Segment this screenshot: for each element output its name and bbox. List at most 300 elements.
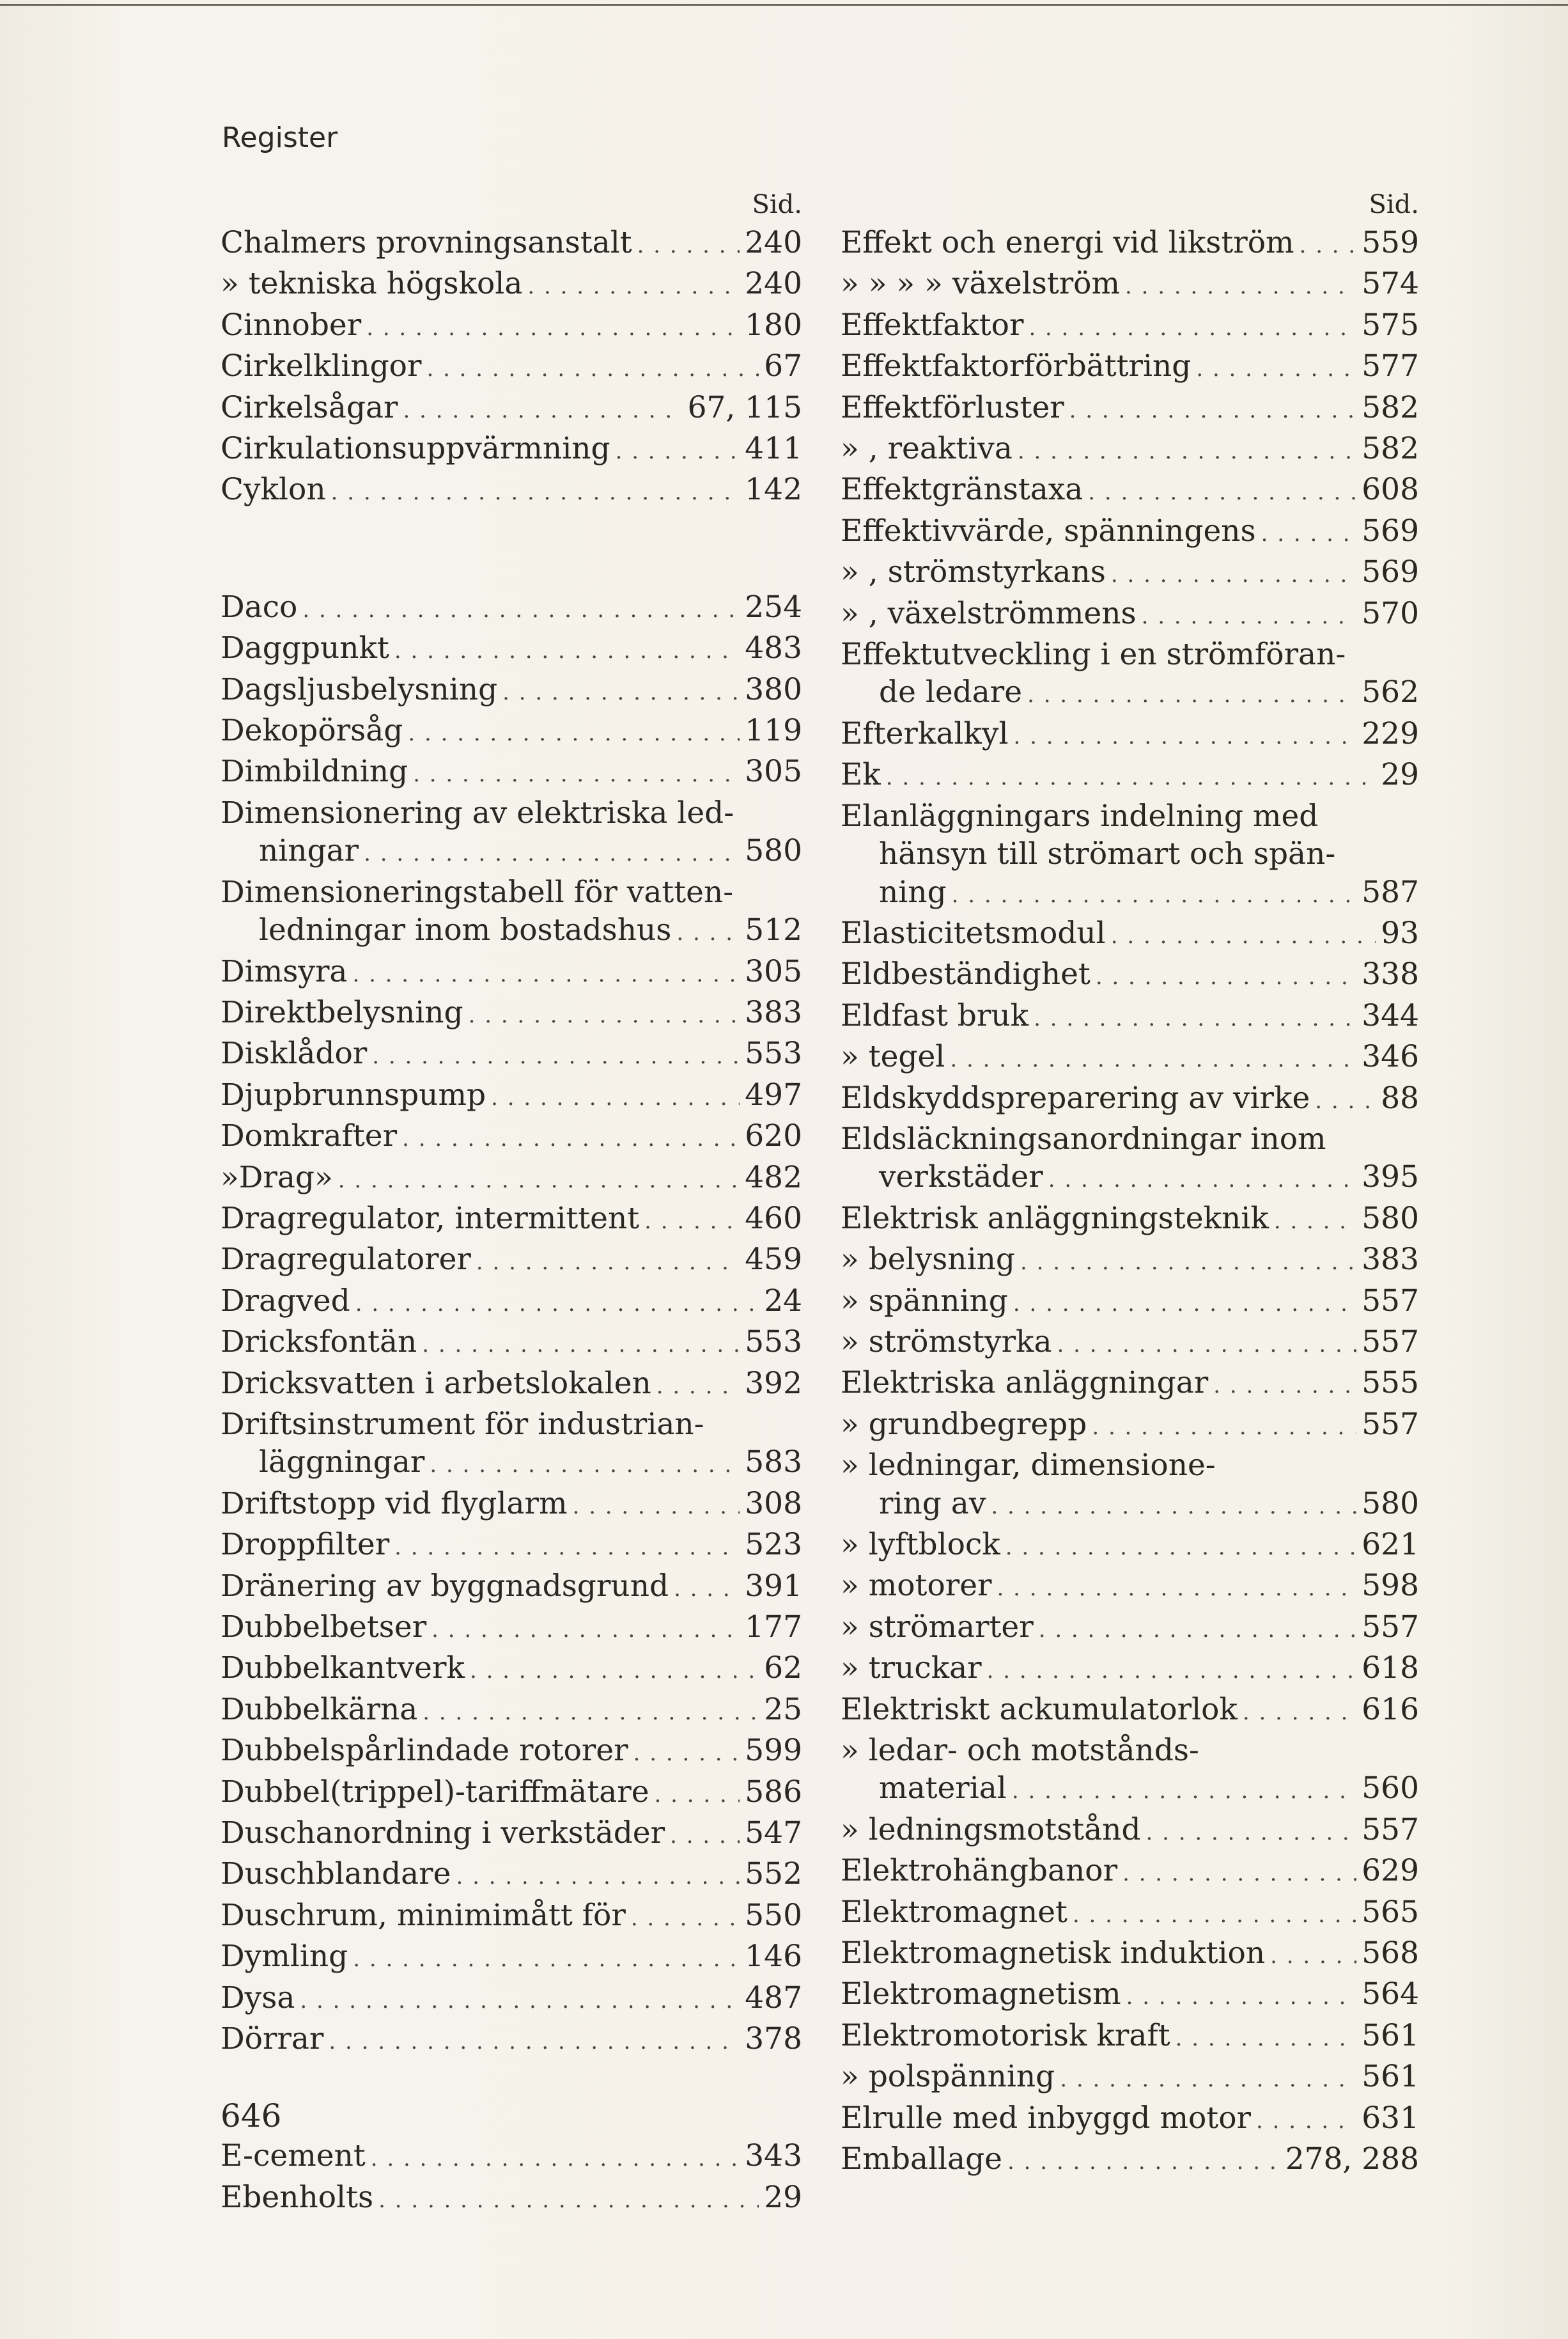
page-reference: 29 [1381, 757, 1419, 793]
page-reference: 392 [745, 1365, 802, 1401]
index-entry [841, 1893, 1419, 1934]
page-reference: 580 [745, 833, 802, 869]
index-term: Effektgränstaxa [841, 472, 1083, 508]
index-entry [841, 595, 1419, 636]
index-term: Cirkelsågar [221, 389, 398, 425]
index-term: » ledningsmotstånd [841, 1811, 1141, 1847]
index-term: Direktbelysning [221, 994, 463, 1030]
index-entry [221, 1076, 802, 1117]
index-entry [221, 1282, 802, 1323]
index-entry [221, 389, 802, 430]
index-entry [221, 1159, 802, 1200]
index-term: Eldskyddspreparering av virke [841, 1080, 1310, 1116]
page-reference: 582 [1362, 389, 1419, 425]
index-term: Cinnober [221, 307, 362, 343]
dot-leader [476, 1244, 740, 1281]
index-entry [221, 1773, 802, 1814]
index-entry [841, 553, 1419, 594]
dot-leader [1300, 227, 1357, 265]
dot-leader [413, 756, 740, 794]
page-reference: 391 [745, 1568, 802, 1604]
dot-leader [431, 1611, 740, 1649]
index-entry [841, 306, 1419, 347]
dot-leader [394, 632, 740, 670]
dot-leader [1146, 1814, 1357, 1852]
index-term: Elasticitetsmodul [841, 915, 1106, 951]
index-term: Dysa [221, 1980, 295, 2015]
index-entry [841, 1691, 1419, 1732]
page-reference: 482 [745, 1159, 802, 1195]
dot-leader [1122, 1855, 1356, 1893]
dot-leader [1012, 1772, 1356, 1810]
dot-leader [1270, 1937, 1356, 1975]
index-entry [221, 1240, 802, 1281]
index-term: Dymling [221, 1939, 348, 1975]
dot-leader [1013, 1285, 1356, 1323]
index-term: ningar [259, 833, 359, 869]
index-term: Elektriska anläggningar [841, 1365, 1209, 1401]
index-entry [841, 265, 1419, 306]
page-reference: 254 [745, 589, 802, 625]
dot-leader [355, 1285, 759, 1323]
index-entry [841, 1120, 1419, 1200]
index-entry [221, 1608, 802, 1649]
index-term: läggningar [259, 1444, 425, 1480]
dot-leader [1069, 392, 1357, 430]
index-term: » spänning [841, 1283, 1008, 1318]
index-entry-text: Elanläggningars indelning med [841, 798, 1319, 834]
index-entry [841, 1852, 1419, 1893]
page-reference: 346 [1362, 1039, 1419, 1075]
index-entry [221, 588, 802, 629]
dot-leader [353, 1941, 740, 1978]
index-entry [841, 347, 1419, 388]
dot-leader [423, 1694, 759, 1732]
index-term: Elektromagnetisk induktion [841, 1936, 1266, 1971]
page-reference: 580 [1362, 1485, 1419, 1521]
index-term: Elektrohängbanor [841, 1853, 1118, 1889]
page-reference: 395 [1362, 1159, 1419, 1195]
index-term: Elektromagnet [841, 1894, 1067, 1930]
page-reference: 523 [745, 1527, 802, 1563]
index-term: »Drag» [221, 1159, 333, 1195]
index-entry [841, 471, 1419, 512]
page-reference: 561 [1362, 2059, 1419, 2095]
running-title: Register [222, 121, 338, 154]
index-term: Dörrar [221, 2021, 324, 2057]
index-entry [841, 430, 1419, 471]
index-entry [841, 1446, 1419, 1526]
index-entry [841, 1405, 1419, 1446]
dot-leader [991, 1488, 1356, 1526]
dot-leader [331, 474, 740, 512]
page-reference: 305 [745, 754, 802, 790]
index-term: Elektrisk anläggningsteknik [841, 1200, 1269, 1236]
page-reference: 378 [745, 2021, 802, 2057]
page-reference: 383 [745, 994, 802, 1030]
index-term: Effekt och energi vid likström [841, 225, 1294, 260]
dot-leader [300, 1982, 740, 2020]
page-reference: 560 [1362, 1771, 1419, 1806]
column-label-sid: Sid. [1369, 190, 1419, 219]
index-entry [221, 347, 802, 388]
dot-leader [1057, 1326, 1357, 1364]
index-term: » » » » växelström [841, 266, 1121, 302]
page-reference: 338 [1362, 957, 1419, 992]
index-term: verkstäder [879, 1159, 1043, 1195]
dot-leader [616, 433, 740, 471]
index-entry-text: Dimensioneringstabell för vatten- [221, 874, 734, 910]
page-reference: 380 [745, 671, 802, 707]
index-entry [841, 1608, 1419, 1649]
page-reference: 142 [745, 472, 802, 508]
dot-leader [302, 591, 740, 629]
index-term: » strömarter [841, 1609, 1034, 1645]
index-entry [221, 753, 802, 794]
index-entry-text: » ledar- och motstånds- [841, 1733, 1199, 1769]
index-term: Eldfast bruk [841, 997, 1029, 1033]
page-reference: 25 [764, 1691, 802, 1727]
page-reference: 240 [745, 225, 802, 260]
index-term: Eldbeständighet [841, 957, 1091, 992]
page-reference: 552 [745, 1856, 802, 1892]
dot-leader [1213, 1367, 1356, 1405]
page-reference: 577 [1362, 348, 1419, 384]
index-entry [841, 1567, 1419, 1608]
page-reference: 557 [1362, 1811, 1419, 1847]
index-entry [841, 715, 1419, 756]
index-entry [221, 1526, 802, 1567]
dot-leader [371, 2140, 740, 2178]
dot-leader [1176, 2020, 1357, 2058]
page-reference: 568 [1362, 1936, 1419, 1971]
index-entry [841, 2099, 1419, 2140]
index-term: Dubbelkärna [221, 1691, 418, 1727]
page-reference: 180 [745, 307, 802, 343]
index-term: Dagsljusbelysning [221, 671, 498, 707]
index-term: » , växelströmmens [841, 595, 1137, 631]
index-term: Effektfaktorförbättring [841, 348, 1192, 384]
index-term: Dubbelkantverk [221, 1650, 465, 1686]
index-entry [221, 430, 802, 471]
page-reference: 67, 115 [687, 389, 802, 425]
index-entry [841, 1200, 1419, 1240]
dot-leader [886, 759, 1376, 797]
index-term: Elektriskt ackumulatorlok [841, 1691, 1238, 1727]
page-reference: 29 [764, 2179, 802, 2215]
dot-leader [1034, 1000, 1356, 1038]
index-entry [841, 1282, 1419, 1323]
page-number: 646 [221, 2097, 282, 2134]
dot-leader [1261, 515, 1357, 553]
dot-leader [1096, 958, 1356, 996]
index-entry [221, 2179, 802, 2219]
index-term: Dekopörsåg [221, 713, 403, 749]
index-term: Duschanordning i verkstäder [221, 1815, 665, 1851]
page-reference: 177 [745, 1609, 802, 1645]
index-term: Driftstopp vid flyglarm [221, 1485, 568, 1521]
dot-leader [408, 715, 740, 753]
index-entry [221, 1117, 802, 1158]
index-term: Elektromotorisk kraft [841, 2017, 1170, 2053]
index-term: Cirkelklingor [221, 348, 422, 384]
index-term: » polspänning [841, 2059, 1055, 2095]
index-term: Ebenholts [221, 2179, 374, 2215]
page-reference: 497 [745, 1077, 802, 1113]
index-entry [841, 512, 1419, 553]
index-entry [841, 224, 1419, 265]
index-entry [841, 997, 1419, 1038]
index-term: Daco [221, 589, 298, 625]
index-term: Dubbel(trippel)-tariffmätare [221, 1774, 649, 1810]
index-entry [221, 1567, 802, 1608]
dot-leader [1256, 2102, 1356, 2140]
index-term: » belysning [841, 1242, 1015, 1278]
index-term: Cyklon [221, 472, 326, 508]
dot-leader [1013, 718, 1356, 756]
dot-leader [1020, 1244, 1356, 1281]
index-entry [841, 2058, 1419, 2099]
index-entry-text: Eldsläckningsanordningar inom [841, 1121, 1326, 1157]
index-entry [221, 1855, 802, 1896]
dot-leader [952, 877, 1357, 914]
page-reference: 229 [1362, 716, 1419, 751]
index-entry [841, 389, 1419, 430]
dot-leader [655, 1776, 740, 1814]
dot-leader [469, 997, 740, 1035]
index-term: Domkrafter [221, 1118, 398, 1154]
dot-leader [527, 268, 740, 306]
index-term: Efterkalkyl [841, 716, 1009, 751]
dot-leader [1048, 1161, 1357, 1199]
dot-leader [1142, 598, 1357, 636]
index-entry [841, 1323, 1419, 1364]
page-reference: 616 [1362, 1691, 1419, 1727]
index-entry [221, 994, 802, 1035]
index-term: ring av [879, 1485, 986, 1521]
dot-leader [329, 2023, 740, 2061]
page-reference: 487 [745, 1980, 802, 2015]
page-reference: 582 [1362, 431, 1419, 467]
page-reference: 62 [764, 1650, 802, 1686]
index-term: Dränering av byggnadsgrund [221, 1568, 669, 1604]
dot-leader [402, 1120, 740, 1158]
page-reference: 559 [1362, 225, 1419, 260]
index-term: Disklådor [221, 1036, 368, 1072]
page-reference: 240 [745, 266, 802, 302]
page-reference: 587 [1362, 874, 1419, 910]
dot-leader [491, 1079, 740, 1117]
index-entry [221, 224, 802, 265]
page-reference: 574 [1362, 266, 1419, 302]
index-entry [841, 756, 1419, 797]
index-entry [221, 1691, 802, 1732]
page-reference: 553 [745, 1324, 802, 1360]
dot-leader [1196, 350, 1356, 388]
page-reference: 557 [1362, 1609, 1419, 1645]
index-term: Dimsyra [221, 953, 348, 989]
index-term: de ledare [879, 675, 1023, 710]
page-reference: 557 [1362, 1283, 1419, 1318]
index-term: Dimbildning [221, 754, 408, 790]
index-term: Duschrum, minimimått för [221, 1897, 626, 1933]
index-entry [841, 1079, 1419, 1120]
index-term: Duschblandare [221, 1856, 451, 1892]
index-entry [221, 2137, 802, 2178]
page-reference: 561 [1362, 2017, 1419, 2053]
dot-leader [1092, 1409, 1356, 1446]
index-term: » tegel [841, 1039, 945, 1075]
index-entry [221, 1200, 802, 1240]
dot-leader [366, 309, 740, 347]
index-term: material [879, 1771, 1007, 1806]
page-reference: 562 [1362, 675, 1419, 710]
dot-leader [1088, 474, 1356, 512]
index-entry-text: hänsyn till strömart och spän- [879, 836, 1336, 872]
dot-leader [676, 914, 740, 952]
page-reference: 305 [745, 953, 802, 989]
index-term: Effektfaktor [841, 307, 1024, 343]
dot-leader [950, 1041, 1356, 1079]
index-term: Dricksfontän [221, 1324, 417, 1360]
page-reference: 629 [1362, 1853, 1419, 1889]
index-entry [221, 1979, 802, 2020]
index-entry [841, 2017, 1419, 2058]
dot-leader [338, 1162, 740, 1200]
page-reference: 583 [745, 1444, 802, 1480]
index-term: Dragved [221, 1283, 350, 1318]
page-reference: 557 [1362, 1406, 1419, 1442]
dot-leader [631, 1900, 740, 1937]
index-entry [841, 2140, 1419, 2181]
page-reference: 460 [745, 1200, 802, 1236]
index-term: Dricksvatten i arbetslokalen [221, 1365, 651, 1401]
dot-leader [633, 1735, 740, 1772]
dot-leader [456, 1858, 740, 1896]
index-entry [221, 794, 802, 873]
index-term: » tekniska högskola [221, 266, 523, 302]
dot-leader [430, 1446, 740, 1484]
index-entry [841, 1811, 1419, 1852]
dot-leader [1005, 1529, 1357, 1567]
index-term: » , reaktiva [841, 431, 1013, 467]
page-reference: 580 [1362, 1200, 1419, 1236]
index-entry [221, 629, 802, 670]
index-entry [221, 1732, 802, 1772]
page-reference: 67 [764, 348, 802, 384]
dot-leader [1018, 433, 1356, 471]
index-term: » lyftblock [841, 1527, 1000, 1562]
index-entry-text: » ledningar, dimensione- [841, 1448, 1216, 1483]
page-reference: 569 [1362, 554, 1419, 590]
dot-leader [352, 956, 740, 994]
index-entry [221, 1035, 802, 1076]
index-term: Cirkulationsuppvärmning [221, 431, 610, 467]
dot-leader [670, 1817, 740, 1855]
index-term: Ek [841, 757, 881, 793]
page-reference: 88 [1381, 1080, 1419, 1116]
page-reference: 308 [745, 1485, 802, 1521]
dot-leader [1315, 1083, 1376, 1120]
index-entry [221, 873, 802, 953]
dot-leader [1060, 2061, 1356, 2099]
dot-leader [1111, 556, 1356, 594]
page-reference: 119 [745, 713, 802, 749]
index-entry-text: Dimensionering av elektriska led- [221, 795, 734, 831]
page-reference: 553 [745, 1036, 802, 1072]
index-term: Djupbrunnspump [221, 1077, 486, 1113]
scan-edge-line [0, 4, 1568, 6]
index-entry-text: Effektutveckling i en strömföran- [841, 637, 1346, 673]
page-reference: 459 [745, 1242, 802, 1278]
page-reference: 24 [764, 1283, 802, 1318]
page-reference: 620 [745, 1118, 802, 1154]
dot-leader [1274, 1203, 1356, 1240]
dot-leader [470, 1652, 759, 1690]
page-reference: 512 [745, 912, 802, 948]
index-column-left [221, 185, 802, 2219]
index-term: Dubbelbetser [221, 1609, 427, 1645]
index-term: » motorer [841, 1568, 992, 1604]
page-reference: 618 [1362, 1650, 1419, 1686]
index-entry [221, 1323, 802, 1364]
page-reference: 599 [745, 1733, 802, 1769]
page-reference: 586 [745, 1774, 802, 1810]
index-term: ning [879, 874, 947, 910]
index-column-right [841, 185, 1419, 2182]
index-entry [841, 1038, 1419, 1079]
dot-leader [997, 1570, 1357, 1608]
index-term: Effektförluster [841, 389, 1064, 425]
dot-leader [1243, 1694, 1356, 1732]
index-term: Dragregulator, intermittent [221, 1200, 640, 1236]
index-entry [221, 2020, 802, 2061]
page-reference: 564 [1362, 1976, 1419, 2012]
page-reference: 557 [1362, 1324, 1419, 1359]
index-entry [221, 953, 802, 994]
page-reference: 547 [745, 1815, 802, 1851]
dot-leader [637, 227, 740, 265]
dot-leader [674, 1570, 740, 1608]
index-entry [221, 1365, 802, 1405]
index-entry [221, 471, 802, 512]
page-reference: 343 [745, 2138, 802, 2174]
index-term: » grundbegrepp [841, 1406, 1087, 1442]
index-term: E-cement [221, 2138, 366, 2174]
index-entry [841, 914, 1419, 955]
index-term: Droppfilter [221, 1527, 390, 1563]
page-reference: 93 [1381, 915, 1419, 951]
page-reference: 575 [1362, 307, 1419, 343]
page-reference: 383 [1362, 1242, 1419, 1278]
page-reference: 570 [1362, 595, 1419, 631]
page-reference: 608 [1362, 472, 1419, 508]
column-label-sid: Sid. [752, 190, 802, 219]
index-term: Daggpunkt [221, 630, 389, 666]
dot-leader [364, 835, 740, 873]
index-entry [221, 1649, 802, 1690]
dot-leader [1111, 918, 1376, 955]
index-entry-text: Driftsinstrument för industrian- [221, 1406, 704, 1442]
index-entry [221, 1405, 802, 1485]
page-reference: 555 [1362, 1365, 1419, 1401]
dot-leader [656, 1368, 740, 1405]
index-entry [221, 1897, 802, 1937]
index-entry [841, 797, 1419, 914]
dot-leader [1126, 1978, 1357, 2016]
index-term: Elektromagnetism [841, 1976, 1121, 2012]
dot-leader [378, 2182, 759, 2219]
